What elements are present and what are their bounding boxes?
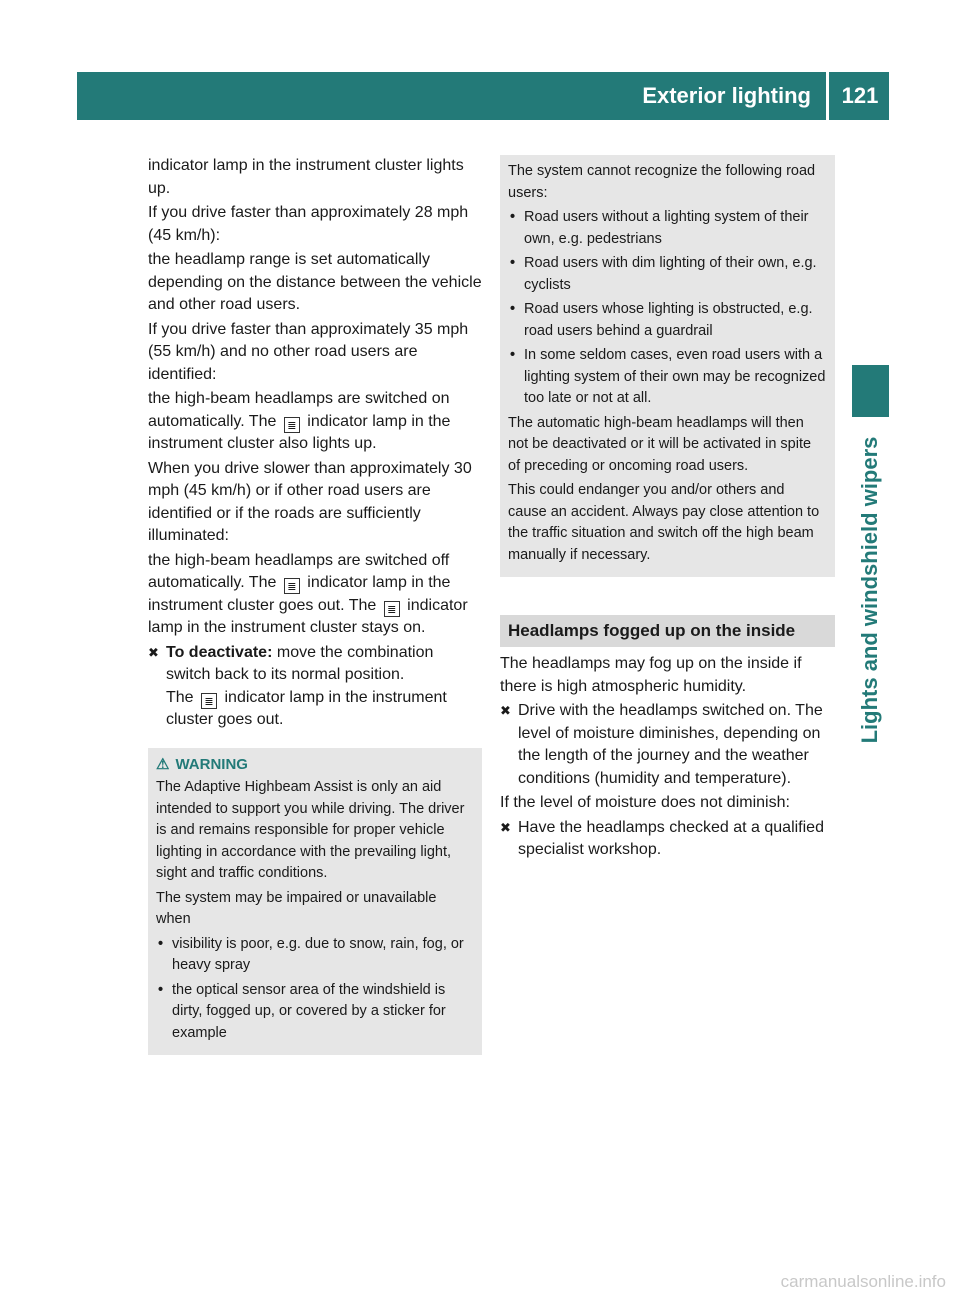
side-tab-label: Lights and windshield wipers [857,436,882,744]
paragraph: When you drive slower than approximately 30 mph (45 km/h) or if other road users are identified or if the roads are sufficiently illuminated: [148,459,472,544]
page-number: 121 [841,83,879,108]
paragraph: If the level of moisture does not diminish: [500,794,790,811]
step-arrow-icon: ✖ [148,644,159,660]
paragraph: indicator lamp in the instrument cluster lights up. [148,157,464,197]
paragraph: The headlamps may fog up on the inside if there is high atmospheric humidity. [500,655,802,695]
list-item [508,253,827,296]
paragraph [148,550,482,640]
warning-title: WARNING [175,755,248,773]
instruction-step [148,642,482,732]
highbeam-assist-icon: ≣ [201,693,217,709]
bullet-icon: • [158,981,164,998]
list-item [156,980,474,1045]
text: Have the headlamps checked at a qualified specialist workshop. [518,818,824,858]
text: the high-beam headlamps are switched on automatically. The [148,390,450,430]
side-tab-marker [852,365,889,417]
paragraph [148,388,482,456]
text: Road users whose lighting is obstructed, e.g. road users behind a guardrail [524,301,813,339]
side-tab [850,425,890,755]
paragraph: The Adaptive Highbeam Assist is only an aid intended to support you while driving. The driver is and remains responsible for proper vehicle lighting in accordance with the prevailing light, sight and traffic conditions. [156,779,465,881]
paragraph: This could endanger you and/or others and cause an accident. Always pay close attention to the traffic situation and switch off the high beam manually if necessary. [508,482,820,563]
text: indicator lamp in the instrument cluster goes out. The [148,574,451,614]
paragraph: If you drive faster than approximately 35 mph (55 km/h) and no other road users are identified: [148,320,469,383]
notice-box [500,155,835,577]
instruction-step [500,700,835,790]
right-column [500,155,835,864]
high-beam-icon: ≣ [284,578,300,594]
bullet-icon: • [510,209,516,225]
high-beam-icon: ≣ [284,417,300,433]
text: indicator lamp in the instrument cluster also lights up. [148,412,451,452]
text: the optical sensor area of the windshield is dirty, fogged up, or covered by a sticker for example [172,981,446,1041]
text: visibility is poor, e.g. due to snow, rain, fog, or heavy spray [172,935,464,973]
instruction-step [500,817,835,862]
text: move the combination switch back to its normal position. [166,643,434,683]
paragraph: The system may be impaired or unavailable when [156,889,437,927]
left-column [148,155,482,1055]
bullet-icon: • [510,347,516,363]
text: The [166,688,194,706]
text: Road users without a lighting system of their own, e.g. pedestrians [524,209,809,247]
watermark-url: carmanualsonline.info [780,1272,946,1291]
paragraph: The system cannot recognize the following road users: [508,163,816,201]
step-label: To deactivate: [166,643,273,661]
highbeam-assist-icon: ≣ [384,601,400,617]
warning-heading [156,754,474,776]
paragraph: The automatic high-beam headlamps will then not be deactivated or it will be activated in spite of preceding or oncoming road users. [508,414,812,474]
text: indicator lamp in the instrument cluster goes out. [166,688,447,728]
warning-triangle-icon: ⚠ [156,755,170,773]
page-header [77,72,889,120]
text: Drive with the headlamps switched on. The level of moisture diminishes, depending on the length of the journey and the weather conditions (humidity and temperature). [518,702,823,787]
paragraph: If you drive faster than approximately 28 mph (45 km/h): [148,204,469,244]
text: In some seldom cases, even road users with a lighting system of their own may be recognized too late or not at all. [524,347,826,406]
step-arrow-icon: ✖ [500,819,511,835]
bullet-icon: • [510,255,516,271]
paragraph: the headlamp range is set automatically depending on the distance between the vehicle and other road users. [148,251,482,313]
section-heading: Headlamps fogged up on the inside [500,615,835,647]
list-item [508,345,827,410]
text: Road users with dim lighting of their own, e.g. cyclists [524,255,817,293]
step-arrow-icon: ✖ [500,703,511,718]
text: indicator lamp in the instrument cluster stays on. [148,596,468,636]
section-title: Exterior lighting [642,83,811,108]
list-item [156,934,474,977]
warning-box [148,748,482,1056]
list-item [508,299,827,342]
text: the high-beam headlamps are switched off automatically. The [148,551,450,591]
bullet-icon: • [158,935,164,952]
header-divider [826,72,829,120]
list-item [508,207,827,250]
bullet-icon: • [510,301,516,317]
